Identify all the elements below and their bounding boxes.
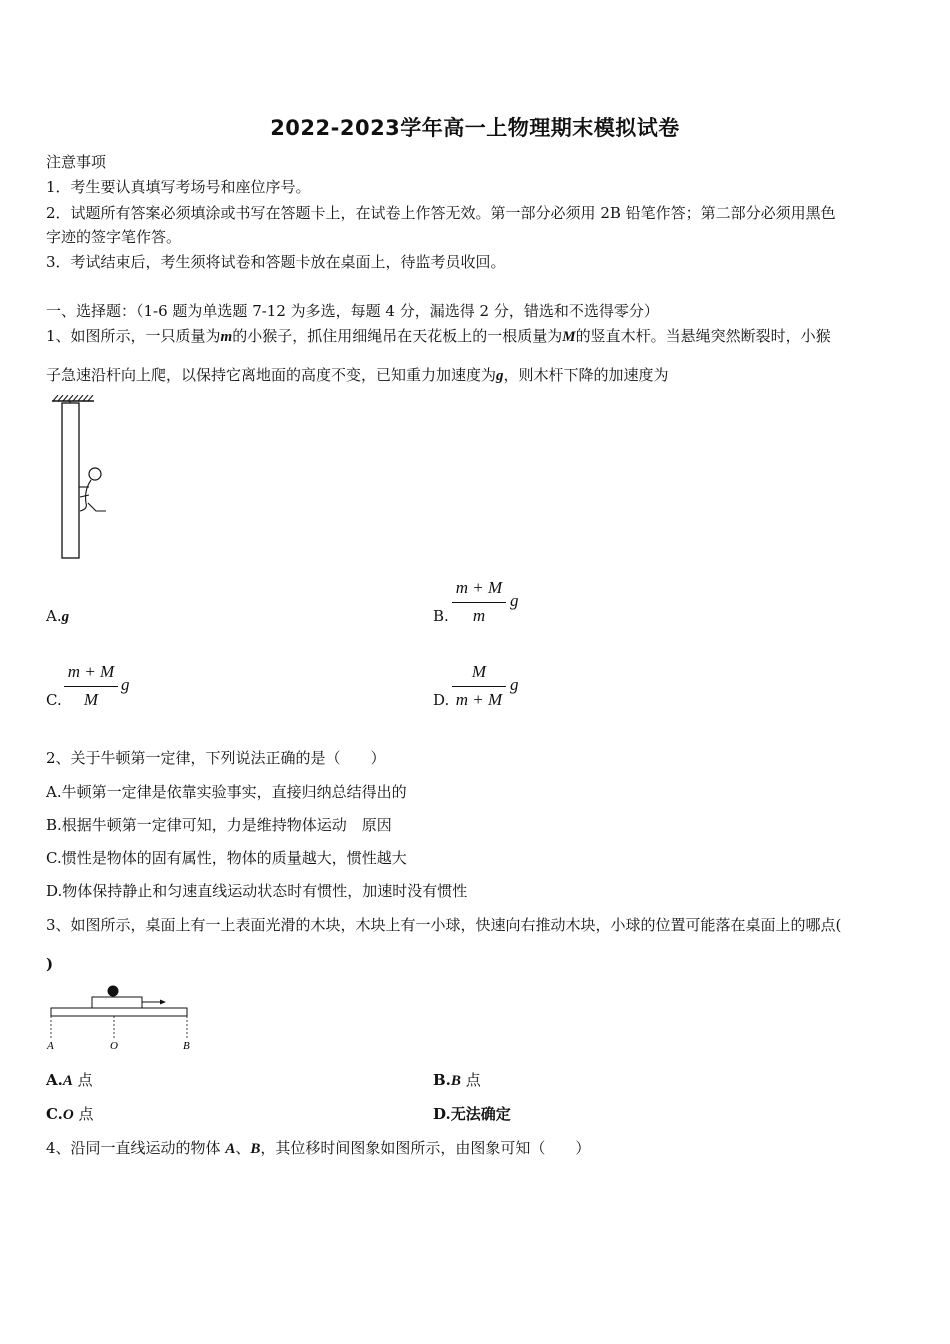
fraction-bar <box>452 602 506 603</box>
q3-block-ball-figure <box>44 980 199 1058</box>
q1-stem-line2: 子急速沿杆向上爬，以保持它离地面的高度不变，已知重力加速度为g，则木杆下降的加速度为 <box>46 366 669 384</box>
q1-option-d-label[interactable]: D. <box>433 691 450 709</box>
q1-option-b-g: g <box>510 591 519 610</box>
q2-option-c[interactable]: C.惯性是物体的固有属性，物体的质量越大，惯性越大 <box>46 849 407 867</box>
q1-option-d-fraction <box>452 662 506 712</box>
q1-option-b-label[interactable]: B. <box>433 607 449 625</box>
q3-option-d[interactable]: D.无法确定 <box>433 1105 511 1123</box>
q1-option-c-g: g <box>121 675 130 694</box>
notice-item-2: 2．试题所有答案必须填涂或书写在答题卡上，在试卷上作答无效。第一部分必须用 2B 铅笔作答；第二部分必须用黑色 <box>46 204 836 222</box>
q1-option-b-fraction <box>452 578 506 628</box>
notice-heading: 注意事项 <box>46 153 107 171</box>
figure-label-b: B <box>183 1040 190 1052</box>
page-title: 2022-2023学年高一上物理期末模拟试卷 <box>270 116 680 140</box>
fraction-denominator: m <box>472 606 486 625</box>
q2-option-d[interactable]: D.物体保持静止和匀速直线运动状态时有惯性，加速时没有惯性 <box>46 882 468 900</box>
q1-option-d-g: g <box>510 675 519 694</box>
q3-option-c[interactable]: C.O 点 <box>46 1105 94 1123</box>
figure-label-a: A <box>47 1040 54 1052</box>
fraction-bar <box>452 686 506 687</box>
notice-item-1: 1．考生要认真填写考场号和座位序号。 <box>46 178 311 196</box>
q1-stem-line1: 1、如图所示，一只质量为m的小猴子，抓住用细绳吊在天花板上的一根质量为M的竖直木杆。当悬绳突然断裂时，小猴 <box>46 327 831 345</box>
figure-label-o: O <box>110 1040 118 1052</box>
q1-option-a[interactable]: A.g <box>46 607 70 625</box>
fraction-bar <box>64 686 118 687</box>
q2-option-a[interactable]: A.牛顿第一定律是依靠实验事实，直接归纳总结得出的 <box>46 783 407 801</box>
q3-stem: 3、如图所示，桌面上有一上表面光滑的木块，木块上有一小球，快速向右推动木块，小球的位置可能落在桌面上的哪点( <box>46 916 842 934</box>
q2-option-b[interactable]: B.根据牛顿第一定律可知，力是维持物体运动 原因 <box>46 816 392 834</box>
q4-stem: 4、沿同一直线运动的物体 A、B，其位移时间图象如图所示，由图象可知（ ） <box>46 1139 591 1157</box>
fraction-denominator: M <box>83 690 99 709</box>
section-heading: 一、选择题：（1-6 题为单选题 7-12 为多选，每题 4 分，漏选得 2 分，错选和不选得零分） <box>46 302 659 320</box>
notice-item-3: 3．考试结束后，考生须将试卷和答题卡放在桌面上，待监考员收回。 <box>46 253 506 271</box>
q3-stem-cont: ) <box>46 955 54 973</box>
q1-option-c-label[interactable]: C. <box>46 691 62 709</box>
q1-option-c-fraction <box>64 662 118 712</box>
fraction-numerator: M <box>471 662 487 681</box>
notice-item-2-cont: 字迹的签字笔作答。 <box>46 228 182 246</box>
fraction-numerator: m + M <box>455 578 503 597</box>
fraction-denominator: m + M <box>455 690 503 709</box>
q3-option-a[interactable]: A.A 点 <box>46 1071 93 1089</box>
q1-monkey-rod-figure <box>44 395 114 563</box>
q2-stem: 2、关于牛顿第一定律，下列说法正确的是（ ） <box>46 749 386 767</box>
q3-option-b[interactable]: B.B 点 <box>433 1071 481 1089</box>
fraction-numerator: m + M <box>67 662 115 681</box>
